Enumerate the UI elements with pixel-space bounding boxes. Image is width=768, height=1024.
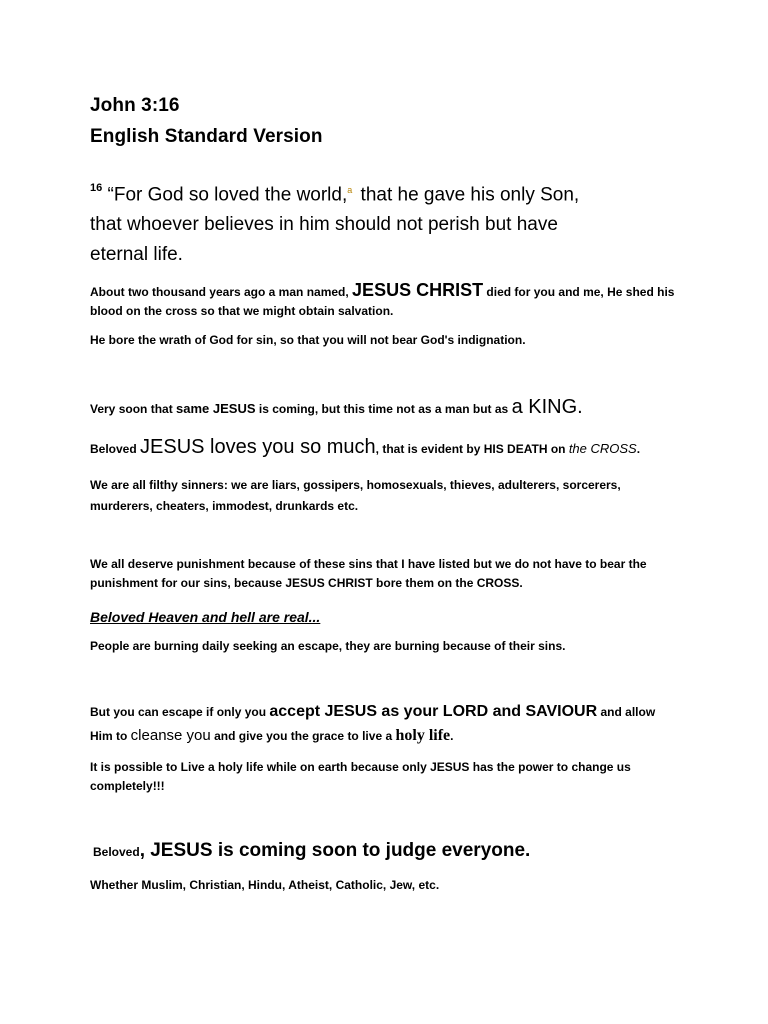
paragraph-10: [93, 840, 530, 862]
p10-jesus-coming: , JESUS is coming soon to judge everyone.: [139, 840, 531, 861]
verse-line-1: [90, 184, 579, 206]
p8-text-d: Him to: [90, 729, 131, 743]
footnote-marker[interactable]: a: [347, 185, 353, 195]
paragraph-8-line-1: [90, 703, 655, 721]
p3-same-jesus: same JESUS: [176, 401, 256, 416]
p10-beloved: Beloved: [93, 845, 140, 859]
paragraph-3: [90, 396, 583, 419]
p4-text-a: Beloved: [90, 442, 141, 456]
paragraph-1-line-2: blood on the cross so that we might obtain salvation.: [90, 304, 394, 318]
p8-cleanse-you: cleanse you: [130, 727, 211, 744]
p8-period: .: [450, 729, 454, 743]
paragraph-9-line-1: It is possible to Live a holy life while on earth because only JESUS has the power to change us: [90, 760, 631, 774]
p3-text-a: Very soon that: [90, 402, 177, 416]
p1-text-a: About two thousand years ago a man named,: [90, 285, 353, 299]
p8-text-c: and allow: [597, 705, 656, 719]
paragraph-9-line-2: completely!!!: [90, 779, 165, 793]
scripture-reference: John 3:16: [90, 95, 180, 116]
paragraph-2: He bore the wrath of God for sin, so that you will not bear God's indignation.: [90, 333, 526, 347]
paragraph-6-line-2: punishment for our sins, because JESUS CHRIST bore them on the CROSS.: [90, 576, 523, 590]
p8-text-f: and give you the grace to live a: [210, 729, 396, 743]
subheading-heaven-hell: Beloved Heaven and hell are real...: [90, 609, 321, 625]
p1-text-b: died for you and me, He shed his: [483, 285, 675, 299]
paragraph-4: [90, 436, 640, 459]
verse-text-1a: “For God so loved the world,: [107, 184, 348, 206]
p8-text-a: But you can escape if only you: [90, 705, 270, 719]
p4-text-e: on: [547, 442, 569, 456]
p4-text-c: , that is evident by: [375, 442, 484, 456]
p3-text-c: is coming, but this time not as a man but as: [255, 402, 512, 416]
paragraph-7: People are burning daily seeking an escape, they are burning because of their sins.: [90, 639, 566, 653]
paragraph-1-line-1: [90, 280, 674, 301]
verse-number: 16: [90, 182, 103, 194]
paragraph-6-line-1: We all deserve punishment because of these sins that I have listed but we do not have to bear the: [90, 557, 647, 571]
p4-his-death: HIS DEATH: [483, 442, 548, 456]
paragraph-8-line-2: [90, 727, 453, 745]
paragraph-11: Whether Muslim, Christian, Hindu, Atheist, Catholic, Jew, etc.: [90, 878, 440, 892]
p4-the-cross: the CROSS: [568, 441, 637, 456]
p1-name: JESUS CHRIST: [352, 280, 484, 300]
bible-version: English Standard Version: [90, 126, 323, 147]
verse-line-3: eternal life.: [90, 244, 183, 265]
verse-line-2: that whoever believes in him should not perish but have: [90, 214, 558, 235]
verse-text-1b: that he gave his only Son,: [360, 184, 580, 206]
p3-a-king: a KING.: [511, 396, 583, 418]
paragraph-5-line-1: We are all filthy sinners: we are liars, gossipers, homosexuals, thieves, adulterers, sorcerers,: [90, 478, 621, 492]
p4-jesus-loves: JESUS loves you so much: [140, 436, 376, 458]
p8-holy-life: holy life: [395, 727, 451, 744]
p4-period: .: [636, 442, 641, 456]
p8-accept-jesus: accept JESUS as your LORD and SAVIOUR: [269, 703, 598, 720]
paragraph-5-line-2: murderers, cheaters, immodest, drunkards etc.: [90, 499, 359, 513]
